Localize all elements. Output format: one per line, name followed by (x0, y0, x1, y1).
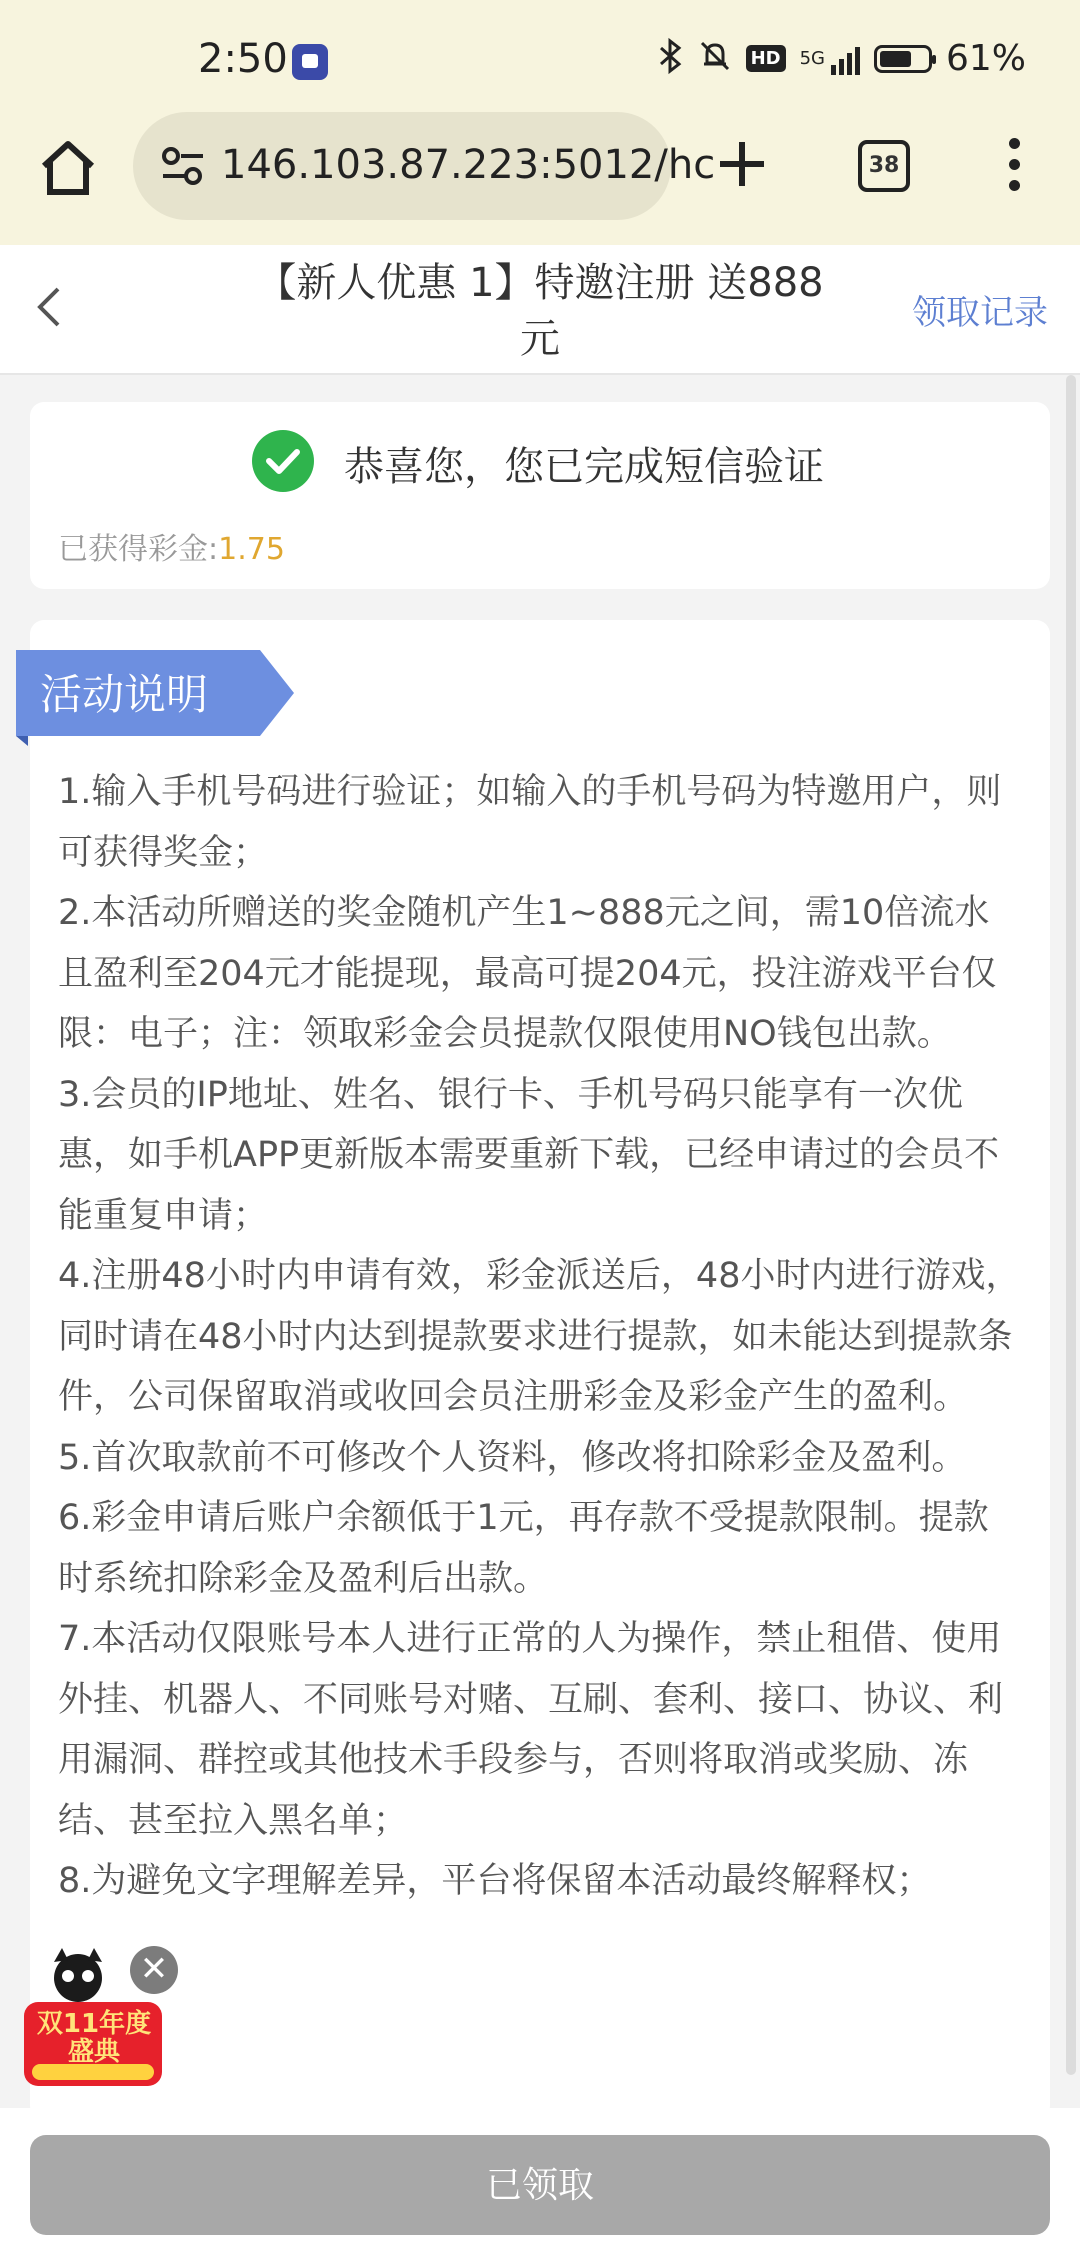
url-text[interactable]: 146.103.87.223:5012/hc (221, 142, 716, 188)
rule-item: 4.注册48小时内申请有效，彩金派送后，48小时内进行游戏，同时请在48小时内达到提款要求进行提款，如未能达到提款条件，公司保留取消或收回会员注册彩金及彩金产生的盈利。 (58, 1256, 1021, 1417)
more-menu-icon[interactable] (1000, 138, 1028, 194)
bonus-line (58, 524, 285, 568)
status-time: 2:50 (198, 36, 288, 82)
scrollbar[interactable] (1066, 375, 1076, 2075)
activity-ribbon (16, 650, 294, 736)
rule-item: 7.本活动仅限账号本人进行正常的人为操作，禁止租借、使用外挂、机器人、不同账号对赌、互刷、套利、接口、协议、利用漏洞、群控或其他技术手段参与，否则将取消或奖励、冻结、甚至拉入黑名单； (58, 1619, 1004, 1841)
records-link[interactable]: 领取记录 (912, 293, 1048, 333)
claimed-button[interactable]: 已领取 (30, 2135, 1050, 2235)
check-circle-icon (252, 430, 314, 492)
verify-message: 恭喜您，您已完成短信验证 (344, 444, 824, 490)
activity-description (58, 762, 1023, 1912)
bluetooth-icon (658, 39, 684, 79)
tab-switcher-button[interactable]: 38 (858, 140, 910, 192)
battery-percent: 61% (945, 38, 1026, 79)
bonus-value: 1.75 (218, 532, 285, 567)
hd-badge: HD (746, 45, 786, 72)
network-type: 5G (799, 48, 825, 69)
rule-item: 8.为避免文字理解差异，平台将保留本活动最终解释权； (58, 1861, 932, 1901)
promo-text: 双11年度盛典 (36, 2009, 152, 2067)
page-title: 【新人优惠 1】特邀注册 送888元 (256, 260, 824, 362)
rule-item: 2.本活动所赠送的奖金随机产生1~888元之间，需10倍流水且盈利至204元才能提现，最高可提204元，投注游戏平台仅限：电子；注：领取彩金会员提款仅限使用NO钱包出款。 (58, 893, 997, 1054)
battery-icon (874, 45, 932, 73)
home-icon[interactable] (36, 136, 100, 200)
rule-item: 1.输入手机号码进行验证；如输入的手机号码为特邀用户，则可获得奖金； (58, 772, 1002, 873)
verify-card (30, 402, 1050, 589)
bell-muted-icon (698, 39, 732, 79)
status-icons (658, 38, 1026, 79)
rule-item: 5.首次取款前不可修改个人资料，修改将扣除彩金及盈利。 (58, 1437, 967, 1478)
activity-heading: 活动说明 (40, 670, 209, 719)
rule-item: 6.彩金申请后账户余额低于1元，再存款不受提款限制。提款时系统扣除彩金及盈利后出款。 (58, 1498, 989, 1599)
app-notification-icon (292, 44, 328, 80)
back-arrow-icon[interactable] (30, 285, 70, 329)
signal-icon (831, 43, 860, 75)
rule-item: 3.会员的IP地址、姓名、银行卡、手机号码只能享有一次优惠，如手机APP更新版本需要重新下载，已经申请过的会员不能重复申请； (58, 1074, 1000, 1236)
close-icon[interactable]: ✕ (130, 1946, 178, 1994)
browser-chrome (0, 0, 1080, 245)
activity-card (30, 620, 1050, 2120)
bonus-label: 已获得彩金: (58, 532, 219, 567)
page-header (0, 245, 1080, 375)
address-bar[interactable] (133, 112, 716, 220)
site-settings-icon[interactable] (159, 142, 207, 190)
new-tab-icon[interactable] (716, 138, 768, 190)
